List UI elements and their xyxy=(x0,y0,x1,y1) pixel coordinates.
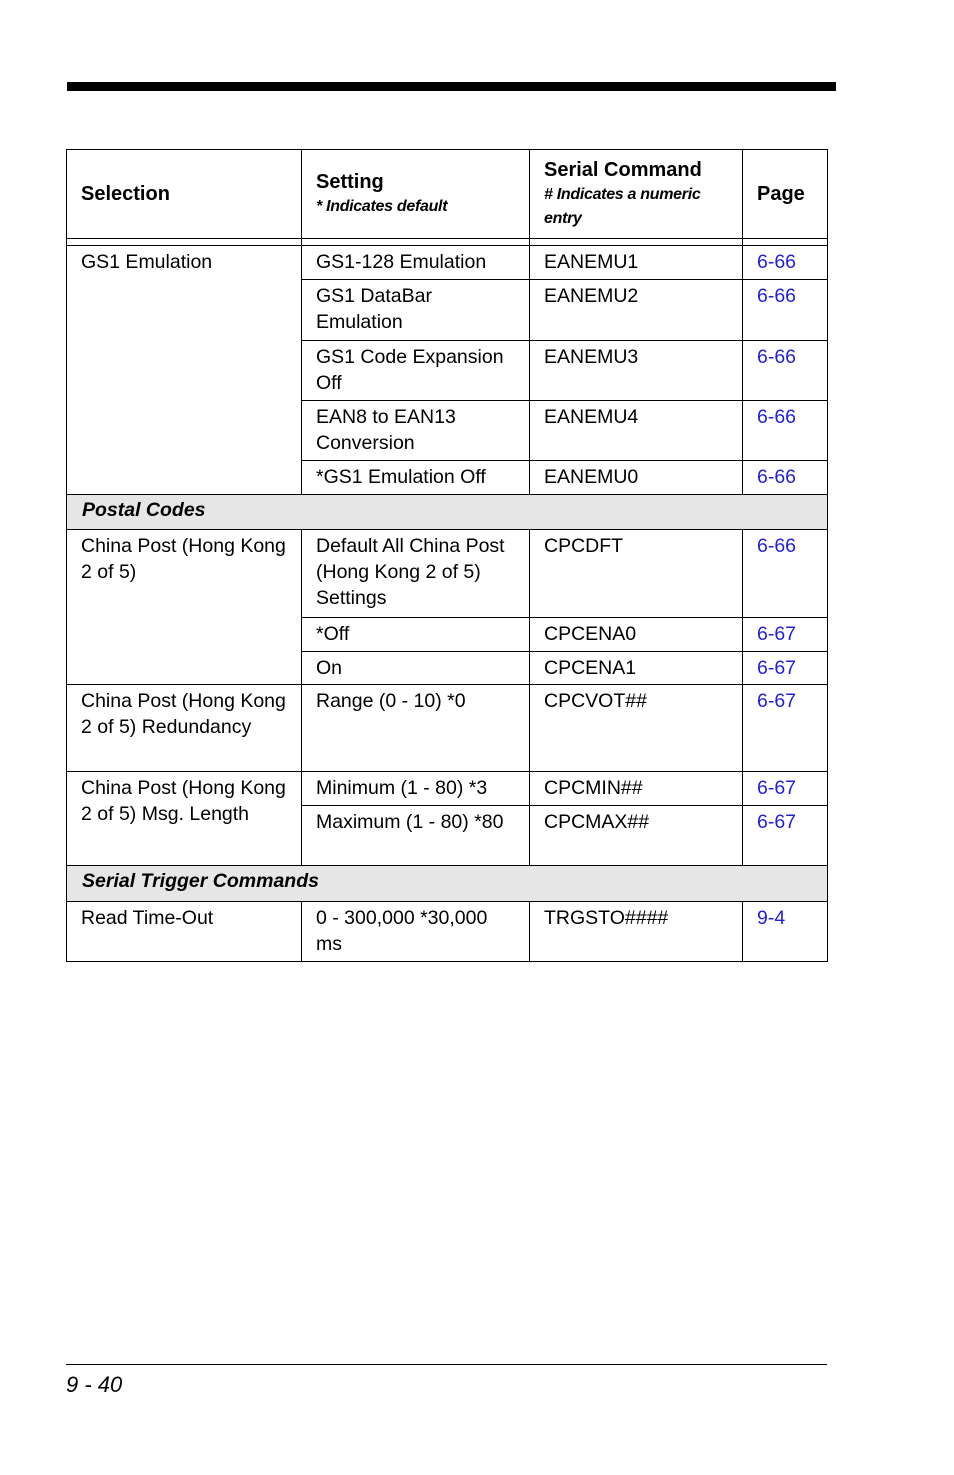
header-setting xyxy=(302,150,530,239)
page-cell xyxy=(743,685,828,772)
page-link[interactable]: 6-66 xyxy=(757,285,797,307)
section-row-postal-codes xyxy=(67,495,828,530)
table-row xyxy=(67,902,828,962)
section-title: Serial Trigger Commands xyxy=(67,866,828,902)
setting-cell: Maximum (1 - 80) *80 xyxy=(302,806,530,866)
top-rule xyxy=(67,82,836,91)
page-cell xyxy=(743,461,828,495)
page-cell xyxy=(743,652,828,685)
section-title: Postal Codes xyxy=(67,495,828,530)
setting-cell: EAN8 to EAN13 Conversion xyxy=(302,401,530,461)
page-link[interactable]: 9-4 xyxy=(757,907,786,929)
page-link[interactable]: 6-66 xyxy=(757,346,797,368)
page-cell xyxy=(743,902,828,962)
table-row xyxy=(67,685,828,772)
section-row-serial-trigger-commands xyxy=(67,866,828,902)
page-cell xyxy=(743,246,828,280)
command-cell: CPCMIN## xyxy=(530,772,743,806)
page-number: 9 - 40 xyxy=(66,1372,123,1397)
page-link[interactable]: 6-67 xyxy=(757,811,797,833)
header-serial-command xyxy=(530,150,743,239)
footer-rule xyxy=(66,1364,827,1365)
setting-cell: GS1-128 Emulation xyxy=(302,246,530,280)
page-cell xyxy=(743,618,828,652)
command-cell: CPCMAX## xyxy=(530,806,743,866)
page-cell xyxy=(743,806,828,866)
page-link[interactable]: 6-67 xyxy=(757,623,797,645)
page-link[interactable]: 6-66 xyxy=(757,406,797,428)
page-cell xyxy=(743,530,828,618)
setting-cell: Minimum (1 - 80) *3 xyxy=(302,772,530,806)
command-cell: CPCDFT xyxy=(530,530,743,618)
page-cell xyxy=(743,401,828,461)
header-serial-command-label: Serial Command xyxy=(544,159,702,181)
page-link[interactable]: 6-67 xyxy=(757,690,797,712)
page-cell xyxy=(743,772,828,806)
setting-cell: GS1 DataBar Emulation xyxy=(302,280,530,341)
command-cell: CPCENA0 xyxy=(530,618,743,652)
selection-cell: China Post (Hong Kong 2 of 5) xyxy=(67,530,302,685)
selection-cell: China Post (Hong Kong 2 of 5) Redundancy xyxy=(67,685,302,772)
serial-command-table xyxy=(66,149,828,962)
table-header-row xyxy=(67,150,828,239)
page-link[interactable]: 6-66 xyxy=(757,251,797,273)
command-cell: CPCVOT## xyxy=(530,685,743,772)
page-link[interactable]: 6-66 xyxy=(757,535,797,557)
setting-cell: 0 - 300,000 *30,000 ms xyxy=(302,902,530,962)
page-link[interactable]: 6-67 xyxy=(757,657,797,679)
command-cell: EANEMU2 xyxy=(530,280,743,341)
header-setting-label: Setting xyxy=(316,171,384,193)
setting-cell: On xyxy=(302,652,530,685)
selection-cell: GS1 Emulation xyxy=(67,246,302,495)
setting-cell: Default All China Post (Hong Kong 2 of 5) Settings xyxy=(302,530,530,618)
command-cell: EANEMU0 xyxy=(530,461,743,495)
page-cell xyxy=(743,341,828,401)
header-setting-note: * Indicates default xyxy=(316,198,448,215)
command-cell: EANEMU1 xyxy=(530,246,743,280)
header-gap-row xyxy=(67,239,828,246)
command-cell: TRGSTO#### xyxy=(530,902,743,962)
selection-cell: Read Time-Out xyxy=(67,902,302,962)
selection-cell: China Post (Hong Kong 2 of 5) Msg. Length xyxy=(67,772,302,866)
table-row xyxy=(67,530,828,618)
command-cell: EANEMU3 xyxy=(530,341,743,401)
header-serial-note: # Indicates a numeric entry xyxy=(544,186,701,227)
page-cell xyxy=(743,280,828,341)
header-selection: Selection xyxy=(67,150,302,239)
setting-cell: GS1 Code Expansion Off xyxy=(302,341,530,401)
page-link[interactable]: 6-67 xyxy=(757,777,797,799)
page-link[interactable]: 6-66 xyxy=(757,466,797,488)
command-cell: CPCENA1 xyxy=(530,652,743,685)
setting-cell: Range (0 - 10) *0 xyxy=(302,685,530,772)
header-page: Page xyxy=(743,150,828,239)
table-row xyxy=(67,246,828,280)
setting-cell: *Off xyxy=(302,618,530,652)
command-cell: EANEMU4 xyxy=(530,401,743,461)
setting-cell: *GS1 Emulation Off xyxy=(302,461,530,495)
table-row xyxy=(67,772,828,806)
